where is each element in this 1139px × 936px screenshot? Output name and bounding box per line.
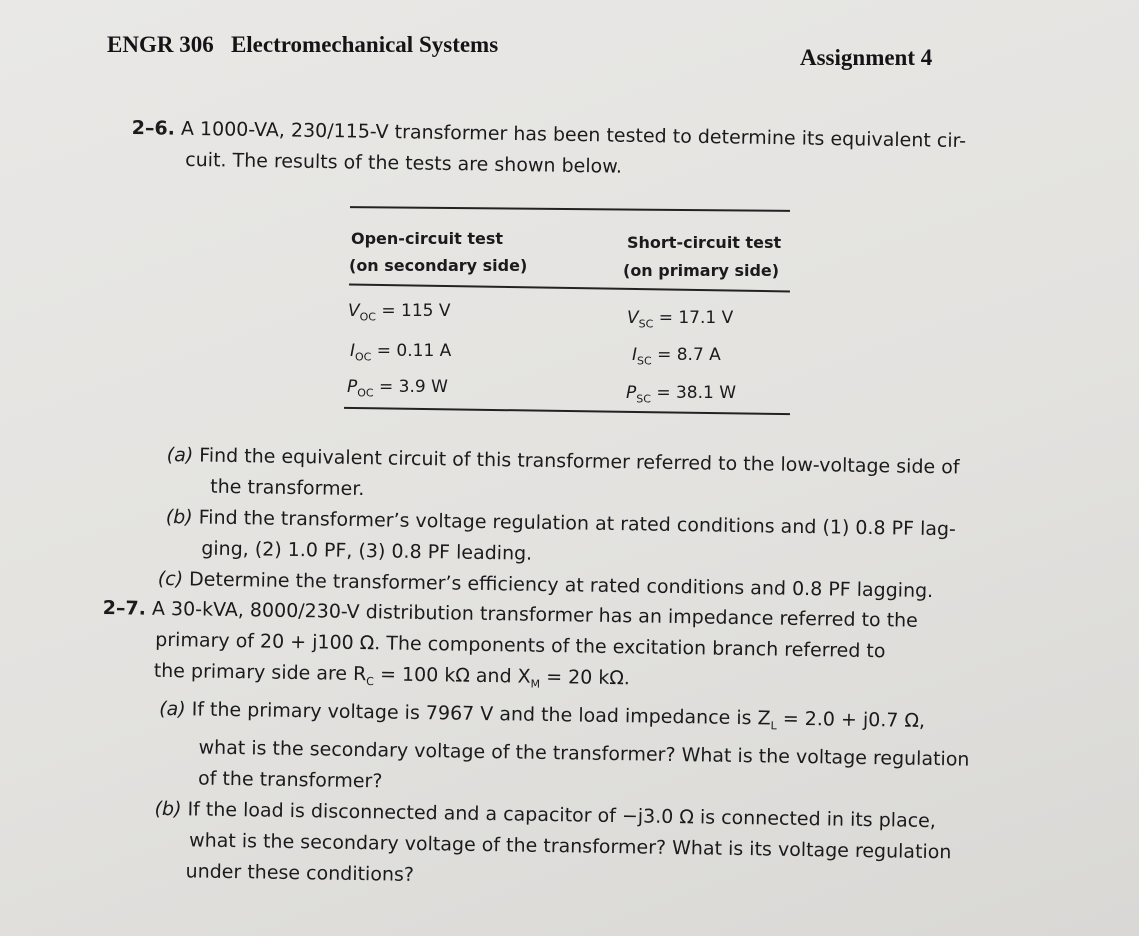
oc-header-2: (on secondary side) (349, 256, 528, 275)
problem-2-7 (98, 593, 970, 898)
value: = 8.7 A (657, 345, 721, 365)
symbol: V (627, 308, 639, 328)
part-text: Find the equivalent circuit of this transformer referred to the low-voltage side of (199, 444, 960, 479)
subscript: OC (355, 350, 372, 364)
oc-current (350, 341, 451, 363)
problem-number: 2–6. (131, 116, 176, 140)
problem-2-6-intro (131, 113, 966, 188)
problem-text: A 1000-VA, 230/115-V transformer has been tested to determine its equivalent cir- (180, 117, 967, 153)
symbol: I (632, 345, 638, 365)
part-label: (b) (165, 505, 193, 529)
subscript: OC (357, 386, 374, 400)
sc-header-1: Short-circuit test (627, 233, 782, 252)
part-b-line2: what is the secondary voltage of the transformer? What is its voltage regulation (188, 828, 952, 863)
subscript: C (366, 674, 374, 689)
problem-text: A 30-kVA, 8000/230-V distribution transformer has an impedance referred to the (151, 597, 919, 632)
value: = 38.1 W (656, 383, 737, 403)
course-title: ENGR 306 Electromechanical Systems (107, 32, 499, 57)
value: = 0.11 A (376, 341, 452, 361)
text-part: = 100 kΩ and X (373, 663, 531, 688)
text-part: the primary side are R (153, 659, 367, 686)
problem-number: 2–7. (102, 596, 147, 620)
symbol: I (350, 341, 356, 361)
subscript: SC (638, 317, 654, 331)
subscript: OC (359, 310, 376, 324)
oc-voltage (348, 301, 451, 323)
part-label: (a) (166, 443, 194, 467)
sc-power (626, 383, 736, 405)
part-text: Determine the transformer’s efficiency at rated conditions and 0.8 PF lagging. (188, 568, 934, 603)
part-b-line2: ging, (2) 1.0 PF, (3) 0.8 PF leading. (201, 537, 533, 565)
table-top-rule (350, 206, 790, 212)
oc-power (347, 377, 448, 399)
subscript: SC (636, 392, 651, 406)
problem-2-6-parts (157, 440, 960, 607)
symbol: P (626, 383, 637, 403)
value: = 115 V (381, 301, 451, 321)
subscript: SC (637, 354, 652, 368)
sc-voltage (627, 308, 733, 330)
problem-2-7-line2: primary of 20 + j100 Ω. The components of the excitation branch referred to (155, 628, 886, 663)
part-label: (b) (154, 797, 182, 820)
problem-2-6-line2: cuit. The results of the tests are shown below. (185, 148, 623, 178)
text-part: = 2.0 + j0.7 Ω, (776, 707, 926, 732)
part-a-line2: what is the secondary voltage of the transformer? What is the voltage regulation (198, 736, 970, 771)
part-label: (a) (159, 697, 186, 721)
sc-current (632, 345, 721, 367)
part-a-line3: of the transformer? (197, 767, 383, 793)
part-b-line3: under these conditions? (185, 859, 415, 886)
part-label: (c) (157, 567, 184, 591)
assignment-title: Assignment 4 (800, 45, 933, 70)
text-part: If the primary voltage is 7967 V and the load impedance is Z (191, 698, 771, 730)
text-part: = 20 kΩ. (539, 665, 631, 690)
part-text: If the load is disconnected and a capacitor of −j3.0 Ω is connected in its place, (187, 797, 937, 832)
value: = 17.1 V (658, 308, 734, 328)
part-a-line2: the transformer. (210, 475, 365, 501)
subscript: L (770, 719, 777, 733)
oc-header-1: Open-circuit test (351, 229, 504, 248)
value: = 3.9 W (379, 377, 448, 397)
table-bottom-rule (344, 407, 790, 415)
table-header-rule (349, 284, 790, 293)
sc-header-2: (on primary side) (623, 261, 780, 280)
symbol: V (348, 301, 360, 321)
part-text: Find the transformer’s voltage regulation at rated conditions and (1) 0.8 PF lag- (198, 506, 957, 541)
subscript: M (530, 677, 541, 691)
symbol: P (347, 377, 358, 397)
